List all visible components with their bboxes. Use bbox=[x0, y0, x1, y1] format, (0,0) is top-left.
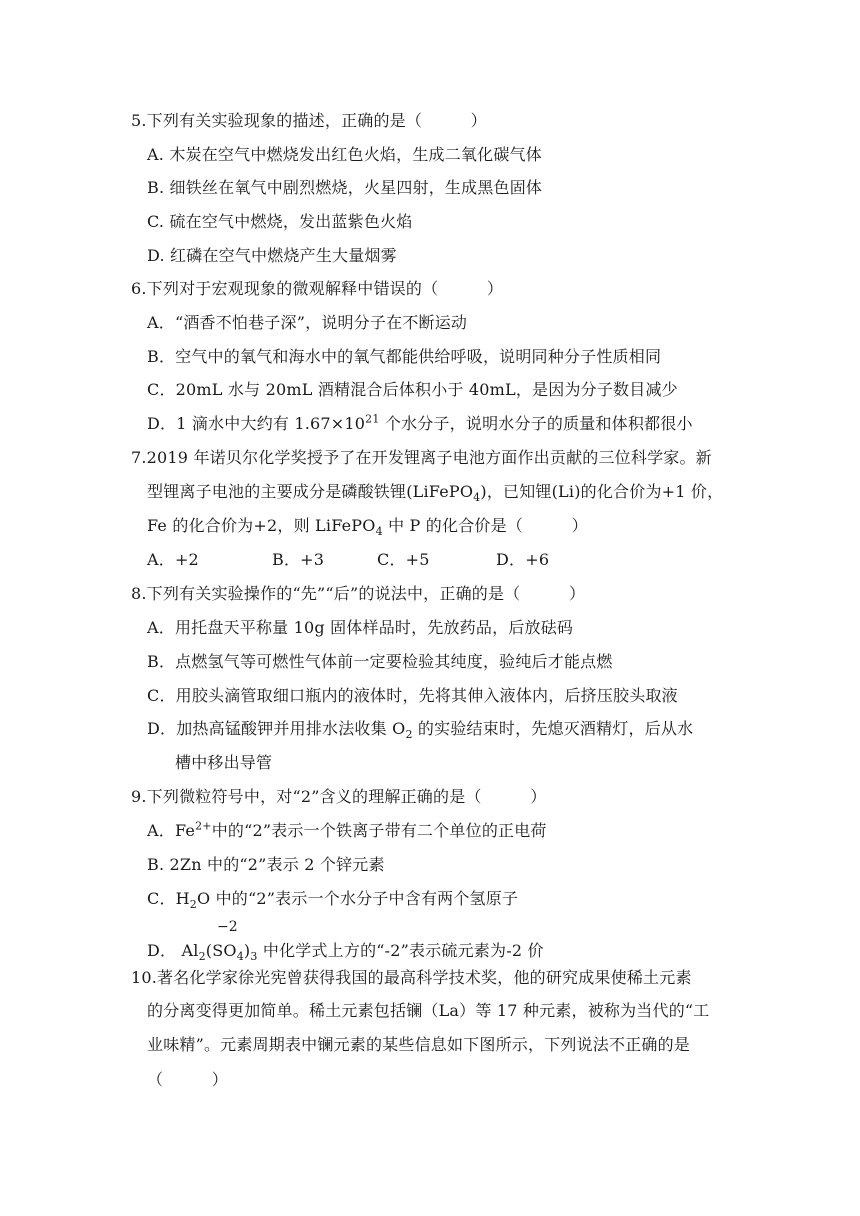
question-7-line-2 bbox=[147, 480, 723, 504]
question-6-option-d-post: 个水分子，说明水分子的质量和体积都很小 bbox=[379, 414, 693, 433]
question-8-option-d-pre: D．加热高锰酸钾并用排水法收集 O bbox=[147, 719, 406, 738]
question-7-option-c: C．+5 bbox=[377, 550, 430, 569]
question-9-option-d-sub-1: 2 bbox=[198, 950, 206, 964]
question-6-stem: 6.下列对于宏观现象的微观解释中错误的（ ） bbox=[131, 279, 504, 298]
question-5-stem: 5.下列有关实验现象的描述，正确的是（ ） bbox=[131, 111, 487, 130]
question-6-option-d-exponent: 21 bbox=[365, 412, 380, 426]
question-7-option-a: A．+2 bbox=[147, 550, 199, 569]
question-5-option-c: C. 硫在空气中燃烧，发出蓝紫色火焰 bbox=[147, 212, 413, 231]
question-8-option-d-subscript: 2 bbox=[405, 728, 413, 742]
question-7-line-2-subscript: 4 bbox=[473, 491, 481, 505]
question-9-option-c-subscript: 2 bbox=[189, 898, 197, 912]
question-6-option-b: B．空气中的氧气和海水中的氧气都能供给呼吸，说明同种分子性质相同 bbox=[147, 347, 662, 366]
question-9-option-d-valence-mark: −2 bbox=[217, 919, 238, 935]
question-7-line-3 bbox=[147, 514, 588, 538]
question-7-option-d: D．+6 bbox=[496, 550, 550, 569]
question-5-option-a: A. 木炭在空气中燃烧发出红色火焰，生成二氧化碳气体 bbox=[147, 145, 542, 164]
question-9-option-d-mid-2: ) bbox=[243, 941, 251, 960]
question-9-option-c bbox=[147, 887, 518, 911]
question-9-stem: 9.下列微粒符号中，对“2”含义的理解正确的是（ ） bbox=[131, 787, 547, 806]
question-9-option-a-pre: A．Fe bbox=[147, 821, 196, 840]
question-9-option-d-sub-2: 4 bbox=[236, 950, 244, 964]
question-10-line-2: 的分离变得更加简单。稀土元素包括镧（La）等 17 种元素，被称为当代的“工 bbox=[147, 1001, 710, 1020]
question-8-option-c: C．用胶头滴管取细口瓶内的液体时，先将其伸入液体内，后挤压胶头取液 bbox=[147, 686, 678, 705]
question-8-option-b: B．点燃氢气等可燃性气体前一定要检验其纯度，验纯后才能点燃 bbox=[147, 652, 613, 671]
question-8-option-d-continued: 槽中移出导管 bbox=[175, 753, 273, 772]
question-7-option-b: B．+3 bbox=[272, 550, 325, 569]
question-9-option-b: B. 2Zn 中的“2”表示 2 个锌元素 bbox=[147, 855, 385, 874]
question-7-line-2-post: )，已知锂(Li)的化合价为+1 价， bbox=[480, 482, 724, 501]
question-6-option-a: A．“酒香不怕巷子深”，说明分子在不断运动 bbox=[147, 313, 468, 332]
question-7-line-3-post: 中 P 的化合价是（ ） bbox=[382, 516, 588, 535]
question-6-option-d bbox=[147, 412, 693, 436]
question-6-option-c: C．20mL 水与 20mL 酒精混合后体积小于 40mL，是因为分子数目减少 bbox=[147, 380, 678, 399]
question-9-option-d bbox=[147, 939, 544, 963]
question-9-option-d-mid: (SO bbox=[205, 941, 237, 960]
question-5-option-d: D. 红磷在空气中燃烧产生大量烟雾 bbox=[147, 246, 397, 265]
question-10-line-1: 10.著名化学家徐光宪曾获得我国的最高科学技术奖，他的研究成果使稀土元素 bbox=[131, 968, 692, 987]
question-6-option-d-pre: D．1 滴水中大约有 1.67×10 bbox=[147, 414, 366, 433]
question-9-option-a bbox=[147, 819, 547, 843]
question-7-line-3-pre: Fe 的化合价为+2，则 LiFePO bbox=[147, 516, 376, 535]
question-8-option-a: A．用托盘天平称量 10g 固体样品时，先放药品，后放砝码 bbox=[147, 618, 574, 637]
question-5-option-b: B. 细铁丝在氧气中剧烈燃烧，火星四射，生成黑色固体 bbox=[147, 178, 543, 197]
question-10-line-3: 业味精”。元素周期表中镧元素的某些信息如下图所示，下列说法不正确的是 bbox=[147, 1035, 690, 1054]
question-9-option-c-pre: C．H bbox=[147, 889, 190, 908]
question-9-option-d-post: 中化学式上方的“-2”表示硫元素为-2 价 bbox=[257, 941, 544, 960]
question-8-option-d bbox=[147, 717, 693, 741]
question-7-line-1: 7.2019 年诺贝尔化学奖授予了在开发锂离子电池方面作出贡献的三位科学家。新 bbox=[131, 448, 712, 467]
question-7-line-2-pre: 型锂离子电池的主要成分是磷酸铁锂(LiFePO bbox=[147, 482, 474, 501]
question-7-line-3-subscript: 4 bbox=[375, 525, 383, 539]
question-10-line-4: （ ） bbox=[147, 1070, 229, 1089]
question-9-option-a-charge: 2+ bbox=[195, 819, 212, 833]
question-9-option-d-sub-3: 3 bbox=[250, 950, 258, 964]
question-9-option-d-pre: D． Al bbox=[147, 941, 199, 960]
question-9-option-a-post: 中的“2”表示一个铁离子带有二个单位的正电荷 bbox=[211, 821, 547, 840]
question-9-option-c-post: O 中的“2”表示一个水分子中含有两个氢原子 bbox=[197, 889, 519, 908]
question-8-stem: 8.下列有关实验操作的“先”“后”的说法中，正确的是（ ） bbox=[131, 584, 586, 603]
question-8-option-d-post: 的实验结束时，先熄灭酒精灯，后从水 bbox=[412, 719, 694, 738]
